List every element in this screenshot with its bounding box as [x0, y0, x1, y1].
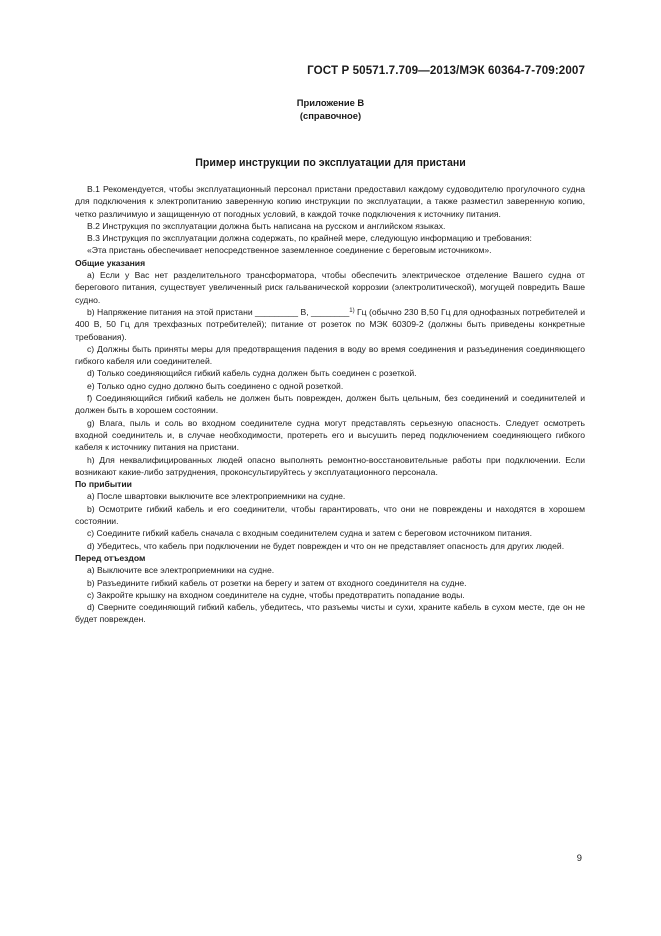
appendix-note: (справочное) [299, 110, 362, 121]
footnote-ref: 1) [349, 307, 355, 314]
general-item-c: с) Должны быть приняты меры для предотвращения падения в воду во время соединения и разъединения соединяющего гибкого кабеля или соединителей. [75, 343, 585, 367]
document-body [75, 183, 585, 626]
section-title: Пример инструкции по эксплуатации для пристани [195, 157, 466, 169]
paragraph-b1: В.1 Рекомендуется, чтобы эксплуатационный персонал пристани предоставил каждому судоводителю прогулочного судна для подключения к электропитанию заверенную копию инструкции по эксплуатации, а также разместил заверенную копию, четко различимую и защищенную от погодных условий, в каждой точке подключения к источнику питания. [75, 184, 585, 219]
paragraph-b3: В.3 Инструкция по эксплуатации должна содержать, по крайней мере, следующую информацию и требования: [87, 233, 532, 244]
appendix-heading [0, 96, 661, 122]
general-item-f: f) Соединяющийся гибкий кабель не должен быть поврежден, должен быть цельным, без соединений и соединителей и должен быть в хорошем состоянии. [75, 393, 585, 416]
general-heading: Общие указания [75, 257, 146, 268]
general-item-h: h) Для неквалифицированных людей опасно выполнять ремонтно-восстановительные работы при подключении. Если возникают какие-либо затруднения, проконсультируйтесь у эксплуатационного персонала. [75, 454, 585, 477]
general-item-e: е) Только одно судно должно быть соединено с одной розеткой. [87, 380, 344, 391]
arrival-item-b: b) Осмотрите гибкий кабель и его соединители, чтобы гарантировать, что они не повреждены и находятся в хорошем состоянии. [75, 503, 585, 527]
departure-item-d: d) Сверните соединяющий гибкий кабель, убедитесь, что разъемы чисты и сухи, храните кабель в сухом месте, где он не будет поврежден. [75, 602, 585, 625]
arrival-item-c: с) Соедините гибкий кабель сначала с входным соединителем судна и затем с береговом источником питания. [87, 528, 533, 539]
departure-heading: Перед отъездом [75, 552, 146, 563]
departure-item-c: с) Закройте крышку на входном соединителе на судне, чтобы предотвратить попадание воды. [87, 589, 465, 600]
general-item-b [75, 306, 585, 343]
general-item-b-post: Гц (обычно 230 В,50 Гц для однофазных потребителей и 400 В, 50 Гц для трехфазных потребителей); питание от розеток по МЭК 60309-2 (должны быть приведены конкретные требования). [75, 306, 585, 342]
page-number: 9 [576, 852, 582, 863]
arrival-heading: По прибытии [75, 479, 132, 490]
arrival-item-a: а) После швартовки выключите все электроприемники на судне. [87, 491, 346, 502]
document-standard-code: ГОСТ Р 50571.7.709—2013/МЭК 60364-7-709:2007 [307, 64, 585, 77]
quote-text: «Эта пристань обеспечивает непосредственное заземленное соединение с береговым источником». [87, 245, 492, 256]
departure-item-a: а) Выключите все электроприемники на судне. [87, 565, 275, 576]
arrival-item-d: d) Убедитесь, что кабель при подключении не будет поврежден и что он не представляет опасность для других людей. [87, 540, 565, 551]
general-item-d: d) Только соединяющийся гибкий кабель судна должен быть соединен с розеткой. [87, 368, 417, 379]
paragraph-b2: В.2 Инструкция по эксплуатации должна быть написана на русском и английском языках. [87, 220, 446, 231]
general-item-a: а) Если у Вас нет разделительного трансформатора, чтобы обеспечить электрическое отделение Вашего судна от берегового питания, существует увеличенный риск гальванической коррозии (электролитической), могущей повредить Ваше судно. [75, 270, 585, 305]
general-item-b-pre: b) Напряжение питания на этой пристани _________ В, ________ [87, 306, 350, 317]
general-item-g: g) Влага, пыль и соль во входном соединителе судна могут представлять серьезную опасность. Следует осмотреть входной соединитель и, в случае необходимости, протереть его и высушить перед подключением соединяющего гибкого кабеля к источнику питания на пристани. [75, 417, 585, 453]
appendix-title: Приложение В [296, 97, 365, 108]
departure-item-b: b) Разъедините гибкий кабель от розетки на берегу и затем от входного соединителя на судне. [87, 577, 467, 588]
